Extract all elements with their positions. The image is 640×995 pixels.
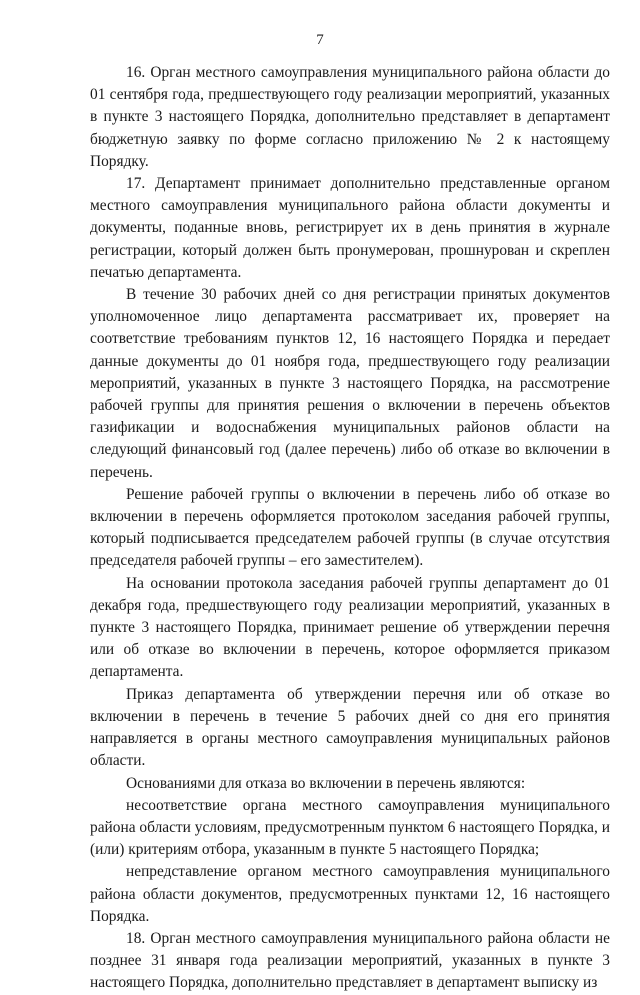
page-number: 7 [316,32,324,48]
paragraph-18: 18. Орган местного самоуправления муниципального района области не позднее 31 января года реализации мероприятий, указанных в пункте 3 настоящего Порядка, дополнительно представляет в департамент выписку из [90,929,610,992]
paragraph-refusal-ground-2: непредставление органом местного самоуправления муниципального района области документов, предусмотренных пунктами 12, 16 настоящего Порядка. [90,863,610,925]
paragraph-review-period: В течение 30 рабочих дней со дня регистрации принятых документов уполномоченное лицо департамента рассматривает их, проверяет на соответствие требованиям пунктов 12, 16 настоящего Порядка и передает данные документы до 01 ноября года, предшествующего году реализации мероприятий, указанных в пункте 3 настоящего Порядка, на рассмотрение рабочей группы для принятия решения о включении в перечень объектов газификации и водоснабжения муниципальных районов области на следующий финансовый год (далее перечень) либо об отказе во включении в перечень. [90,286,610,481]
paragraph-refusal-grounds: Основаниями для отказа во включении в перечень являются: [126,774,526,792]
paragraph-order-distribution: Приказ департамента об утверждении перечня или об отказе во включении в перечень в течение 5 рабочих дней со дня его принятия направляется в органы местного самоуправления муниципальных районов области. [90,685,610,770]
paragraph-working-group-decision: Решение рабочей группы о включении в перечень либо об отказе во включении в перечень оформляется протоколом заседания рабочей группы, который подписывается председателем рабочей группы (в случае отсутствия председателя рабочей группы – его заместителем). [90,485,610,570]
paragraph-department-decision: На основании протокола заседания рабочей группы департамент до 01 декабря года, предшествующего году реализации мероприятий, указанных в пункте 3 настоящего Порядка, принимает решение об утверждении перечня или об отказе во включении в перечень, которое оформляется приказом департамента. [90,574,610,681]
paragraph-16: 16. Орган местного самоуправления муниципального района области до 01 сентября года, предшествующего году реализации мероприятий, указанных в пункте 3 настоящего Порядка, дополнительно представляет в департамент бюджетную заявку по форме согласно приложению № 2 к настоящему Порядку. [90,64,610,170]
paragraph-17: 17. Департамент принимает дополнительно представленные органом местного самоуправления муниципального района области документы и документы, поданные вновь, регистрирует их в день принятия в журнале регистрации, который должен быть пронумерован, прошнурован и скреплен печатью департамента. [90,175,610,281]
document-body [90,62,610,995]
paragraph-refusal-ground-1: несоответствие органа местного самоуправления муниципального района области условиям, предусмотренным пунктом 6 настоящего Порядка, и (или) критериям отбора, указанным в пункте 5 настоящего Порядка; [90,796,610,859]
